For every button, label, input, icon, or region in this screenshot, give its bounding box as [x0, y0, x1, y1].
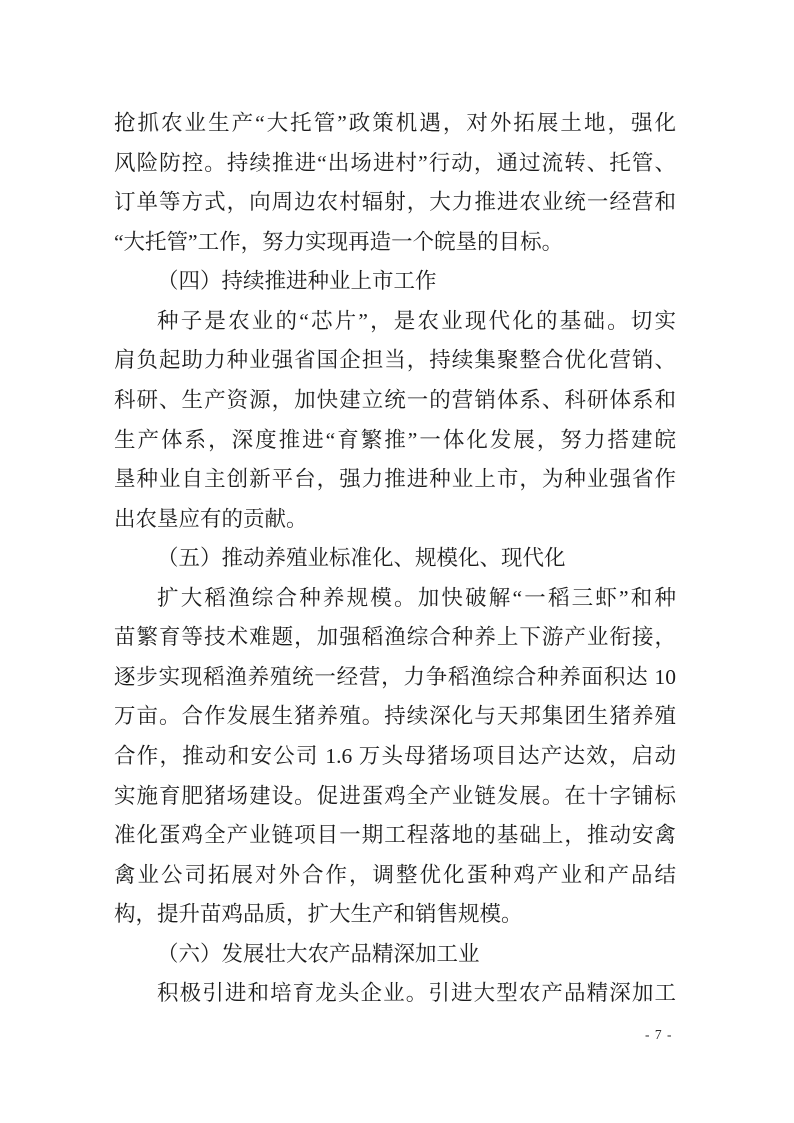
text-line: 积极引进和培育龙头企业。引进大型农产品精深加工: [157, 981, 676, 1006]
text-line: 种子是农业的“芯片”，是农业现代化的基础。切实: [157, 308, 676, 333]
text-line: 苗繁育等技术难题，加强稻渔综合种养上下游产业衔接，: [114, 625, 676, 650]
text-line: 肩负起助力种业强省国企担当，持续集聚整合优化营销、: [114, 348, 676, 373]
text-line: 生产体系，深度推进“育繁推”一体化发展，努力搭建皖: [114, 427, 676, 452]
text-line: 禽业公司拓展对外合作，调整优化蛋种鸡产业和产品结: [114, 862, 676, 887]
text-line: 实施育肥猪场建设。促进蛋鸡全产业链发展。在十字铺标: [114, 783, 676, 808]
text-line: 万亩。合作发展生猪养殖。持续深化与天邦集团生猪养殖: [114, 704, 676, 729]
page-number: - 7 -: [645, 1027, 673, 1042]
text-line: 垦种业自主创新平台，强力推进种业上市，为种业强省作: [114, 467, 676, 492]
section-heading: （五）推动养殖业标准化、规模化、现代化: [157, 546, 566, 571]
text-line: 出农垦应有的贡献。: [114, 506, 308, 531]
text-line: 抢抓农业生产“大托管”政策机遇，对外拓展土地，强化: [114, 111, 676, 135]
text-line: 准化蛋鸡全产业链项目一期工程落地的基础上，推动安禽: [114, 823, 676, 848]
text-line: 合作，推动和安公司 1.6 万头母猪场项目达产达效，启动: [114, 744, 676, 768]
text-line: “大托管”工作，努力实现再造一个皖垦的目标。: [114, 229, 564, 254]
section-heading: （四）持续推进种业上市工作: [157, 269, 437, 294]
text-line: 构，提升苗鸡品质，扩大生产和销售规模。: [114, 902, 523, 927]
text-line: 风险防控。持续推进“出场进村”行动，通过流转、托管、: [114, 150, 676, 175]
section-heading: （六）发展壮大农产品精深加工业: [157, 941, 480, 966]
text-line: 扩大稻渔综合种养规模。加快破解“一稻三虾”和种: [157, 585, 676, 610]
text-line: 订单等方式，向周边农村辐射，大力推进农业统一经营和: [114, 190, 676, 215]
text-line: 科研、生产资源，加快建立统一的营销体系、科研体系和: [114, 387, 676, 412]
document-body: [114, 104, 676, 1014]
text-line: 逐步实现稻渔养殖统一经营，力争稻渔综合种养面积达 10: [114, 664, 676, 689]
